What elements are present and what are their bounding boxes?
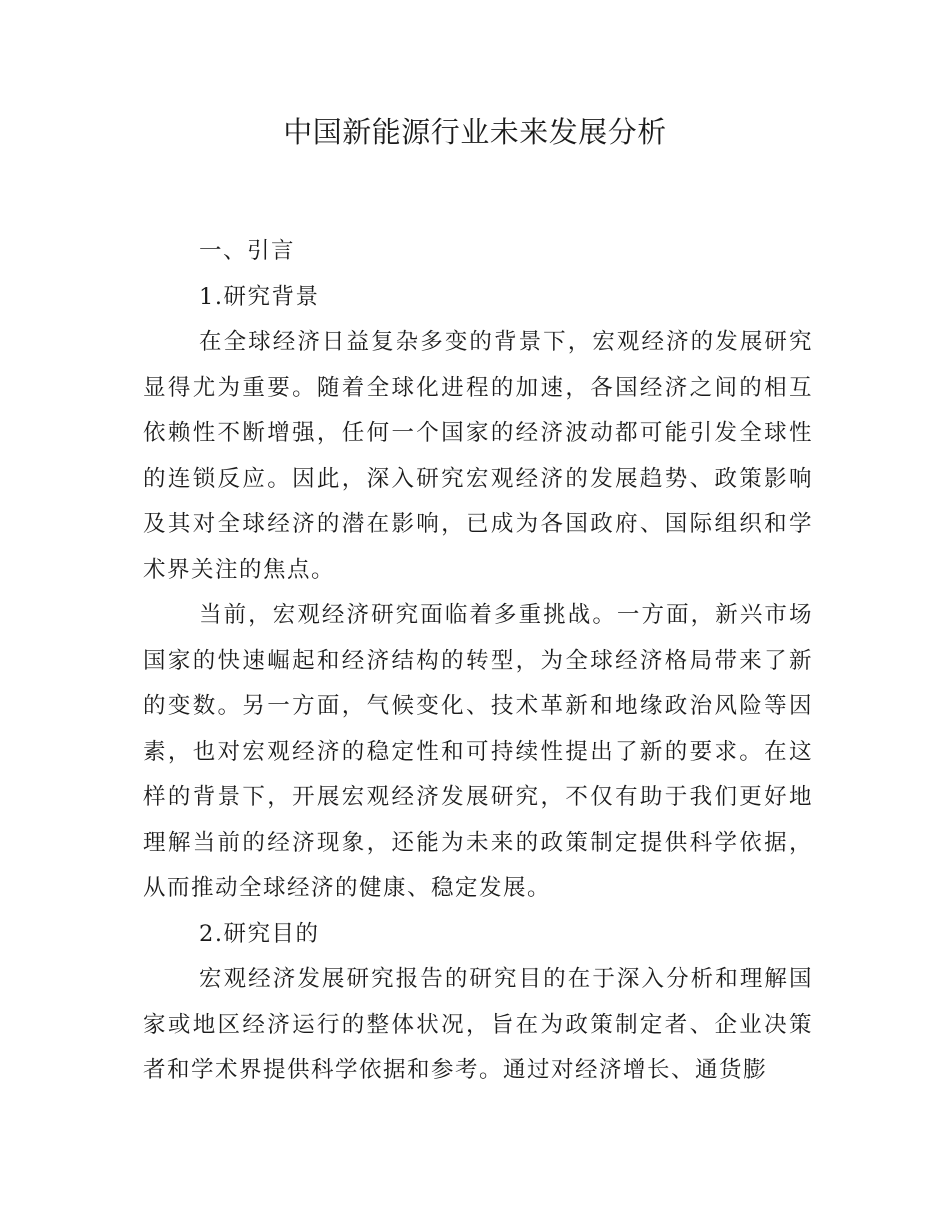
- paragraph: 宏观经济发展研究报告的研究目的在于深入分析和理解国家或地区经济运行的整体状况，旨在为政策制定者、企业决策者和学术界提供科学依据和参考。通过对经济增长、通货膨: [143, 966, 813, 1083]
- subsection-heading-background: 1.研究背景: [199, 283, 320, 310]
- document-title: 中国新能源行业未来发展分析: [283, 115, 667, 149]
- section-heading-introduction: 一、引言: [199, 238, 296, 264]
- paragraph: 当前，宏观经济研究面临着多重挑战。一方面，新兴市场国家的快速崛起和经济结构的转型，为全球经济格局带来了新的变数。另一方面，气候变化、技术革新和地缘政治风险等因素，也对宏观经济的稳定性和可持续性提出了新的要求。在这样的背景下，开展宏观经济发展研究，不仅有助于我们更好地理解当前的经济现象，还能为未来的政策制定提供科学依据，从而推动全球经济的健康、稳定发展。: [143, 602, 813, 901]
- document-body: [143, 229, 813, 1094]
- paragraph: 在全球经济日益复杂多变的背景下，宏观经济的发展研究显得尤为重要。随着全球化进程的加速，各国经济之间的相互依赖性不断增强，任何一个国家的经济波动都可能引发全球性的连锁反应。因此，深入研究宏观经济的发展趋势、政策影响及其对全球经济的潜在影响，已成为各国政府、国际组织和学术界关注的焦点。: [143, 329, 813, 583]
- subsection-heading-purpose: 2.研究目的: [199, 920, 320, 947]
